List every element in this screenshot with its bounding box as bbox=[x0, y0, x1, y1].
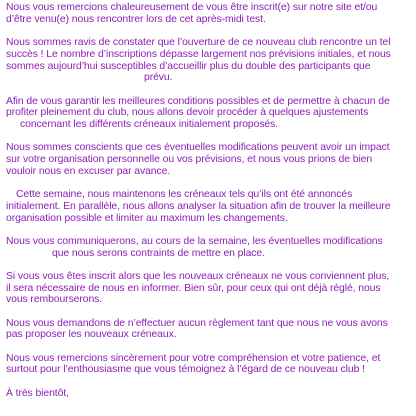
paragraph-line: sur votre organisation personnelle ou vos prévisions, et nous vous prions de bien bbox=[6, 154, 373, 166]
paragraph-line: profiter pleinement du club, nous allons devoir procéder à quelques ajustements bbox=[6, 107, 369, 119]
letter-body bbox=[6, 2, 410, 411]
paragraph-apology bbox=[6, 142, 410, 177]
paragraph-closing-thanks bbox=[6, 353, 410, 377]
paragraph-thanks bbox=[6, 2, 410, 26]
paragraph-line: vouloir nous en excuser par avance. bbox=[6, 165, 171, 177]
paragraph-line: Afin de vous garantir les meilleures conditions possibles et de permettre à chacun de bbox=[6, 95, 390, 107]
paragraph-line: vous rembourserons. bbox=[6, 294, 103, 306]
paragraph-line: d’être venu(e) nous rencontrer lors de cet après-midi test. bbox=[6, 13, 266, 25]
paragraph-line: Nous vous demandons de n’effectuer aucun règlement tant que nous ne vous avons bbox=[6, 317, 388, 329]
paragraph-line: il sera nécessaire de nous en informer. Bien sûr, pour ceux qui ont déjà réglé, nous bbox=[6, 282, 381, 294]
paragraph-communication bbox=[6, 236, 410, 260]
paragraph-line: Nous sommes conscients que ces éventuelles modifications peuvent avoir un impact bbox=[6, 142, 390, 154]
paragraph-line: sommes aujourd’hui susceptibles d’accueillir plus du double des participants que bbox=[6, 60, 371, 72]
paragraph-line: organisation possible et limiter au maximum les changements. bbox=[6, 212, 288, 224]
paragraph-line: Nous sommes ravis de constater que l’ouverture de ce nouveau club rencontre un tel bbox=[6, 36, 391, 48]
paragraph-line: que nous serons contraints de mettre en place. bbox=[52, 247, 265, 259]
sign-off-line: À très bientôt, bbox=[6, 387, 69, 399]
paragraph-inform bbox=[6, 271, 410, 306]
paragraph-line: concernant les différents créneaux initialement proposés. bbox=[20, 119, 279, 131]
paragraph-line: Nous vous remercions chaleureusement de vous être inscrit(e) sur notre site et/ou bbox=[6, 2, 378, 13]
paragraph-line: Si vous vous êtes inscrit alors que les nouveaux créneaux ne vous conviennent plus, bbox=[6, 270, 390, 282]
paragraph-line: surtout pour l’enthousiasme que vous témoignez à l’égard de ce nouveau club ! bbox=[6, 364, 365, 376]
paragraph-line: Nous vous remercions sincèrement pour votre compréhension et votre patience, et bbox=[6, 352, 381, 364]
paragraph-line: succès ! Le nombre d’inscriptions dépasse largement nos prévisions initiales, et nous bbox=[6, 48, 391, 60]
paragraph-line: initialement. En parallèle, nous allons analyser la situation afin de trouver la meilleure bbox=[6, 200, 391, 212]
paragraph-no-payment bbox=[6, 318, 410, 342]
paragraph-adjustments bbox=[6, 96, 410, 131]
paragraph-this-week bbox=[6, 189, 410, 224]
paragraph-line: Nous vous communiquerons, au cours de la semaine, les éventuelles modifications bbox=[6, 235, 383, 247]
paragraph-line: Cette semaine, nous maintenons les créneaux tels qu’ils ont été annoncés bbox=[16, 189, 353, 201]
paragraph-line: pas proposer les nouveaux créneaux. bbox=[6, 329, 177, 341]
paragraph-sign-off bbox=[6, 388, 410, 400]
paragraph-success bbox=[6, 37, 410, 84]
paragraph-line: prévu. bbox=[144, 72, 173, 84]
